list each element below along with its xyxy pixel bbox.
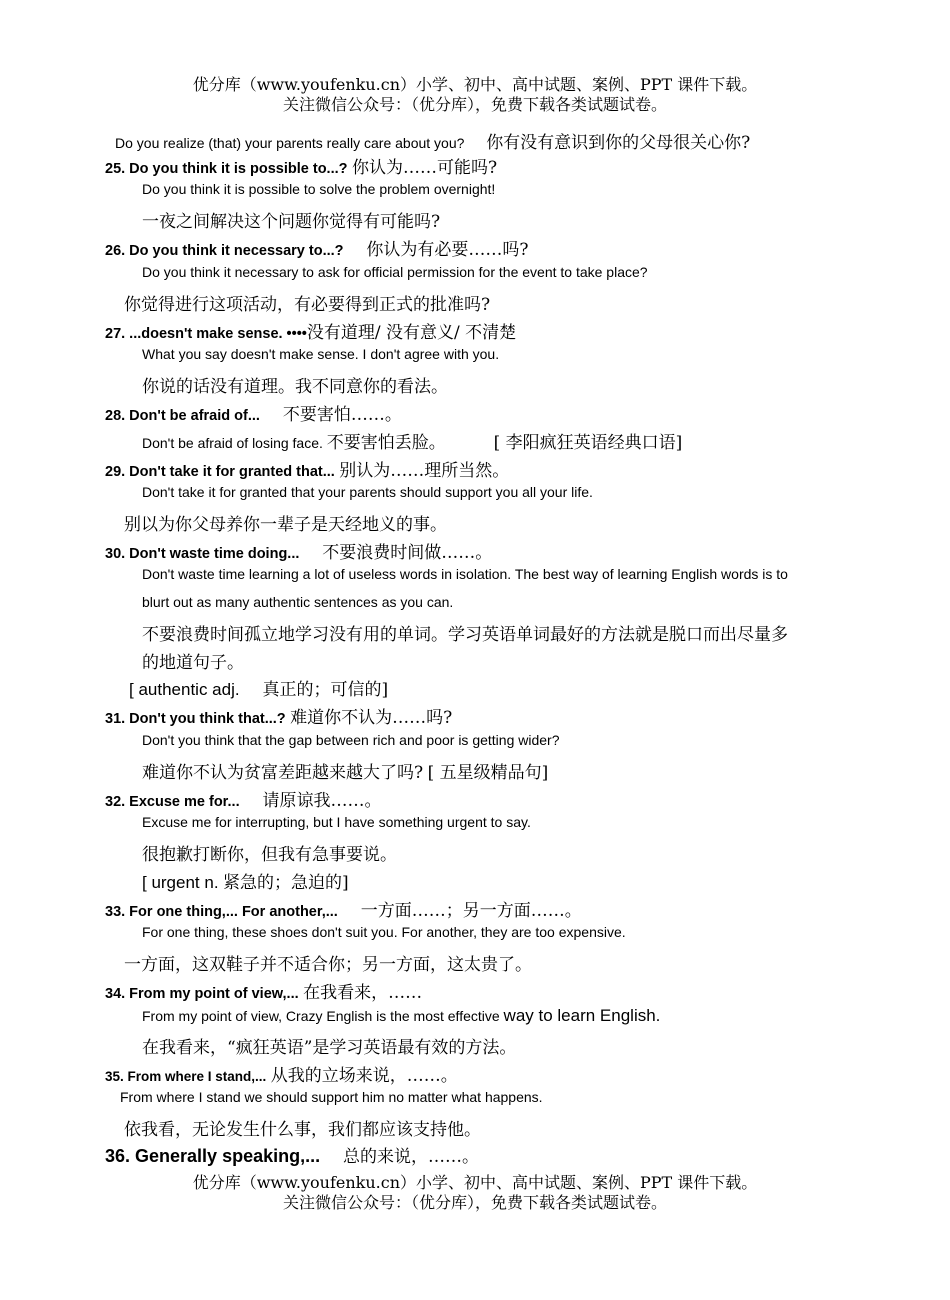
entry-28-example-cn: 不要害怕丢脸。 (326, 433, 446, 453)
entry-27-example-en: What you say doesn't make sense. I don't agree with you. (142, 346, 500, 362)
entry-30-vocab-meaning: 真正的；可信的] (262, 680, 389, 700)
header-banner-line1: 优分库（www.youfenku.cn）小学、初中、高中试题、案例、PPT 课件下载。 (192, 75, 758, 94)
entry-32-phrase: 32. Excuse me for... (105, 794, 240, 810)
entry-30-heading (105, 538, 492, 563)
entry-29-example-cn: 别以为你父母养你一辈子是天经地义的事。 (124, 515, 447, 535)
entry-25-example-en: Do you think it is possible to solve the problem overnight! (142, 181, 496, 197)
entry-29-heading (105, 456, 509, 481)
entry-33-phrase: 33. For one thing,... For another,... (105, 904, 338, 920)
entry-28-heading (105, 400, 402, 425)
entry-30-example-cn-line1: 不要浪费时间孤立地学习没有用的单词。学习英语单词最好的方法就是脱口而出尽量多 (142, 625, 788, 645)
entry-35-meaning: 从我的立场来说，……。 (270, 1066, 458, 1086)
entry-29-meaning: 别认为……理所当然。 (339, 461, 510, 481)
entry-32-heading (105, 786, 382, 811)
entry-26-meaning: 你认为有必要……吗? (366, 240, 529, 260)
entry-27-heading (105, 318, 516, 343)
entry-27-phrase: 27. ...doesn't make sense. •••• (105, 326, 307, 342)
entry-31-heading (105, 703, 452, 728)
footer-banner-line1: 优分库（www.youfenku.cn）小学、初中、高中试题、案例、PPT 课件下载。 (192, 1173, 758, 1192)
entry-35-phrase: 35. From where I stand,... (105, 1069, 267, 1084)
entry-28-source-note: [ 李阳疯狂英语经典口语] (493, 433, 683, 453)
entry-30-example-cn-line2: 的地道句子。 (142, 653, 244, 673)
entry-34-meaning: 在我看来，…… (303, 983, 423, 1003)
entry-27-meaning: 没有道理/ 没有意义/ 不清楚 (306, 323, 517, 343)
entry-30-example-en-line1: Don't waste time learning a lot of useless words in isolation. The best way of learning English words is to (142, 566, 788, 582)
entry-31-example-cn: 难道你不认为贫富差距越来越大了吗? (142, 763, 424, 783)
entry-34-heading (105, 978, 422, 1003)
entry-30-phrase: 30. Don't waste time doing... (105, 546, 300, 562)
entry-31-phrase: 31. Don't you think that...? (105, 711, 286, 727)
entry-33-heading (105, 896, 582, 921)
entry-31-example-en: Don't you think that the gap between rich and poor is getting wider? (142, 732, 560, 748)
entry-34-example-en-part2: way to learn English. (503, 1006, 661, 1025)
entry-36-phrase: 36. Generally speaking,... (105, 1146, 321, 1166)
entry-30-example-en-line2: blurt out as many authentic sentences as you can. (142, 594, 454, 610)
entry-25-phrase: 25. Do you think it is possible to...? (105, 161, 348, 177)
entry-31-source-note: [ 五星级精品句] (427, 763, 549, 783)
entry-25-example-cn: 一夜之间解决这个问题你觉得有可能吗? (142, 212, 441, 232)
entry-26-example-cn: 你觉得进行这项活动，有必要得到正式的批准吗? (124, 295, 491, 315)
entry-34-example-en (142, 1006, 660, 1026)
entry-28-example-en: Don't be afraid of losing face. (142, 435, 323, 451)
entry-36-meaning: 总的来说，……。 (343, 1147, 480, 1167)
entry-35-heading (105, 1061, 458, 1086)
entry-32-vocab-note (142, 868, 349, 893)
entry-26-example-en: Do you think it necessary to ask for official permission for the event to take place? (142, 264, 648, 280)
entry-30-vocab-word: [ authentic adj. (129, 680, 240, 699)
entry-26-phrase: 26. Do you think it necessary to...? (105, 243, 344, 259)
intro-example (115, 128, 750, 153)
entry-30-meaning: 不要浪费时间做……。 (322, 543, 493, 563)
header-banner-line2: 关注微信公众号：（优分库），免费下载各类试题试卷。 (282, 95, 667, 114)
entry-33-example-en: For one thing, these shoes don't suit you. For another, they are too expensive. (142, 924, 626, 940)
entry-31-meaning: 难道你不认为……吗? (290, 708, 453, 728)
entry-28-example (142, 428, 682, 453)
entry-29-phrase: 29. Don't take it for granted that... (105, 464, 335, 480)
entry-33-example-cn: 一方面，这双鞋子并不适合你；另一方面，这太贵了。 (124, 955, 532, 975)
entry-28-phrase: 28. Don't be afraid of... (105, 408, 260, 424)
entry-28-meaning: 不要害怕……。 (282, 405, 402, 425)
entry-29-example-en: Don't take it for granted that your parents should support you all your life. (142, 484, 593, 500)
entry-32-vocab-word: [ urgent n. (142, 873, 219, 892)
entry-32-example-cn: 很抱歉打断你，但我有急事要说。 (142, 845, 397, 865)
entry-35-example-cn: 依我看，无论发生什么事，我们都应该支持他。 (124, 1120, 481, 1140)
footer-banner-line2: 关注微信公众号：（优分库），免费下载各类试题试卷。 (282, 1193, 667, 1212)
intro-chinese: 你有没有意识到你的父母很关心你? (486, 133, 751, 153)
entry-33-meaning: 一方面……；另一方面……。 (360, 901, 582, 921)
entry-36-heading (105, 1142, 479, 1167)
entry-31-example (142, 758, 548, 783)
entry-30-vocab-note (129, 675, 388, 700)
entry-35-example-en: From where I stand we should support him no matter what happens. (120, 1089, 543, 1105)
intro-english: Do you realize (that) your parents really care about you? (115, 135, 465, 151)
entry-26-heading (105, 235, 529, 260)
entry-32-vocab-meaning: 紧急的；急迫的] (223, 873, 349, 893)
entry-25-heading (105, 153, 497, 178)
entry-34-example-cn: 在我看来，“疯狂英语”是学习英语最有效的方法。 (142, 1038, 517, 1058)
entry-34-phrase: 34. From my point of view,... (105, 986, 299, 1002)
entry-27-example-cn: 你说的话没有道理。我不同意你的看法。 (142, 377, 448, 397)
entry-25-meaning: 你认为……可能吗? (351, 158, 498, 178)
entry-32-meaning: 请原谅我……。 (262, 791, 382, 811)
entry-32-example-en: Excuse me for interrupting, but I have something urgent to say. (142, 814, 531, 830)
entry-34-example-en-part1: From my point of view, Crazy English is the most effective (142, 1008, 500, 1024)
